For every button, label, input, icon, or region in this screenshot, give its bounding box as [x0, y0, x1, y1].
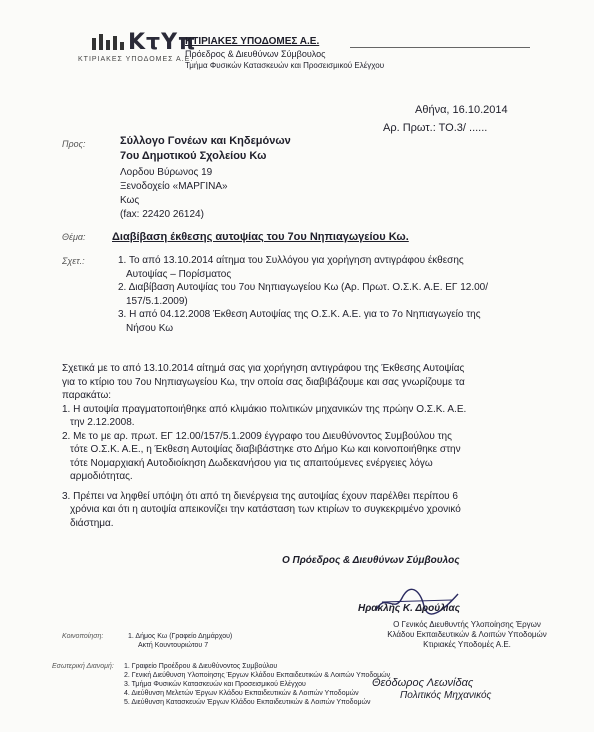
signatory-name: Ηρακλής Κ. Δρούλιας	[358, 603, 460, 614]
cc-label: Κοινοποίηση:	[62, 633, 104, 640]
references-list	[118, 254, 508, 335]
body-line: 2. Με το με αρ. πρωτ. ΕΓ 12.00/157/5.1.2009 έγγραφο του Διευθύνοντος Συμβούλου της	[62, 430, 452, 442]
body-line: Σχετικά με το από 13.10.2014 αίτημά σας για χορήγηση αντιγράφου της Έκθεσης Αυτοψίας	[62, 363, 465, 374]
company-logo-mark	[90, 32, 126, 52]
internal-line: 3. Τμήμα Φυσικών Κατασκευών και Προσεισμικού Ελέγχου	[124, 681, 306, 688]
references-label: Σχετ.:	[62, 256, 85, 266]
body-line: αρμοδιότητας.	[70, 471, 133, 482]
body-line: χρόνια και ότι η αυτοψία απεικονίζει την κατάσταση των κτιρίων το συγκεκριμένο χρονικό	[70, 504, 461, 515]
body-line: τότε Ο.Σ.Κ. Α.Ε., η Έκθεση Αυτοψίας διαβιβάστηκε στο Δήμο Κω και κοινοποιήθηκε στην	[70, 444, 461, 455]
internal-line: 4. Διεύθυνση Μελετών Έργων Κλάδου Εκπαιδευτικών & Λοιπών Υποδομών	[124, 690, 359, 697]
recipient-line-2: 7ου Δημοτικού Σχολείου Κω	[120, 150, 267, 162]
internal-distribution-label: Εσωτερική Διανομή:	[52, 663, 114, 670]
internal-line: 1. Γραφείο Προέδρου & Διευθύνοντος Συμβούλου	[124, 663, 278, 670]
reference-line: 3. Η από 04.12.2008 Έκθεση Αυτοψίας της Ο.Σ.Κ. Α.Ε. για το 7ο Νηπιαγωγείο της	[118, 309, 481, 320]
letter-body	[62, 362, 512, 530]
stamp-line: Κλάδου Εκπαιδευτικών & Λοιπών Υποδομών	[387, 630, 547, 639]
body-line: για το κτίριο του 7ου Νηπιαγωγείου Κω, την οποία σας διαβιβάζουμε και σας γνωρίζουμε τα	[62, 376, 465, 388]
body-line: την 2.12.2008.	[70, 417, 135, 428]
internal-distribution-list	[124, 662, 390, 707]
signature-title: Ο Πρόεδρος & Διευθύνων Σύμβουλος	[282, 555, 460, 566]
handwritten-title: Πολιτικός Μηχανικός	[400, 690, 492, 701]
company-logo-text: KτYπ	[128, 30, 197, 55]
stamp-line: Ο Γενικός Διευθυντής Υλοποίησης Έργων	[393, 620, 541, 629]
internal-line: 2. Γενική Διεύθυνση Υλοποίησης Έργων Κλάδου Εκπαιδευτικών & Λοιπών Υποδομών	[124, 672, 391, 679]
company-logo-subtitle: ΚΤΙΡΙΑΚΕΣ ΥΠΟΔΟΜΕΣ Α.Ε.	[78, 56, 194, 63]
internal-line: 5. Διεύθυνση Κατασκευών Έργων Κλάδου Εκπαιδευτικών & Λοιπών Υποδομών	[124, 699, 371, 706]
cc-list	[128, 632, 232, 650]
body-line: 1. Η αυτοψία πραγματοποιήθηκε από κλιμάκιο πολιτικών μηχανικών της πρώην Ο.Σ.Κ. Α.Ε.	[62, 403, 467, 415]
reference-line: 2. Διαβίβαση Αυτοψίας του 7ου Νηπιαγωγείου Κω (Αρ. Πρωτ. Ο.Σ.Κ. Α.Ε. ΕΓ 12.00/	[118, 282, 489, 293]
reference-line: 157/5.1.2009)	[126, 295, 188, 307]
body-line: τότε Νομαρχιακή Αυτοδιοίκηση Δωδεκανήσου για τις απαιτούμενες ενέργειες λόγω	[70, 457, 433, 469]
protocol-number: Αρ. Πρωτ.: ΤΟ.3/ ......	[383, 122, 488, 134]
recipient-line-6: (fax: 22420 26124)	[120, 209, 204, 220]
recipient-line-3: Λορδου Βύρωνος 19	[120, 167, 213, 178]
body-line: 3. Πρέπει να ληφθεί υπόψη ότι από τη διενέργεια της αυτοψίας έχουν παρέλθει περίπου 6	[62, 490, 458, 502]
official-stamp	[352, 620, 582, 650]
subject-label: Θέμα:	[62, 232, 86, 242]
cc-line: 1. Δήμος Κω (Γραφείο Δημάρχου)	[128, 633, 233, 640]
recipient-line-1: Σύλλογο Γονέων και Κηδεμόνων	[120, 135, 291, 147]
body-line: παρακάτω:	[62, 390, 112, 401]
company-department: Τμήμα Φυσικών Κατασκευών και Προσεισμικού Ελέγχου	[185, 61, 385, 70]
handwritten-name: Θεόδωρος Λεωνίδας	[372, 677, 474, 689]
reference-line: Νήσου Κω	[126, 322, 174, 334]
header-rule	[350, 47, 530, 48]
company-name: ΚΤΙΡΙΑΚΕΣ ΥΠΟΔΟΜΕΣ Α.Ε.	[185, 36, 320, 47]
cc-line: Ακτή Κουντουριώτου 7	[138, 642, 209, 649]
recipient-line-4: Ξενοδοχείο «ΜΑΡΓΙΝΑ»	[120, 181, 228, 192]
reference-line: Αυτοψίας – Πορίσματος	[126, 268, 232, 280]
stamp-line: Κτιριακές Υποδομές Α.Ε.	[423, 640, 511, 649]
subject-text: Διαβίβαση έκθεσης αυτοψίας του 7ου Νηπιαγωγείου Κω.	[112, 231, 409, 243]
letter-date: Αθήνα, 16.10.2014	[415, 104, 508, 116]
reference-line: 1. Το από 13.10.2014 αίτημα του Συλλόγου για χορήγηση αντιγράφου έκθεσης	[118, 255, 464, 266]
body-line: διάστημα.	[70, 517, 114, 529]
company-position: Πρόεδρος & Διευθύνων Σύμβουλος	[185, 49, 326, 59]
recipient-line-5: Κως	[120, 195, 140, 206]
recipient-label: Προς:	[62, 139, 86, 149]
